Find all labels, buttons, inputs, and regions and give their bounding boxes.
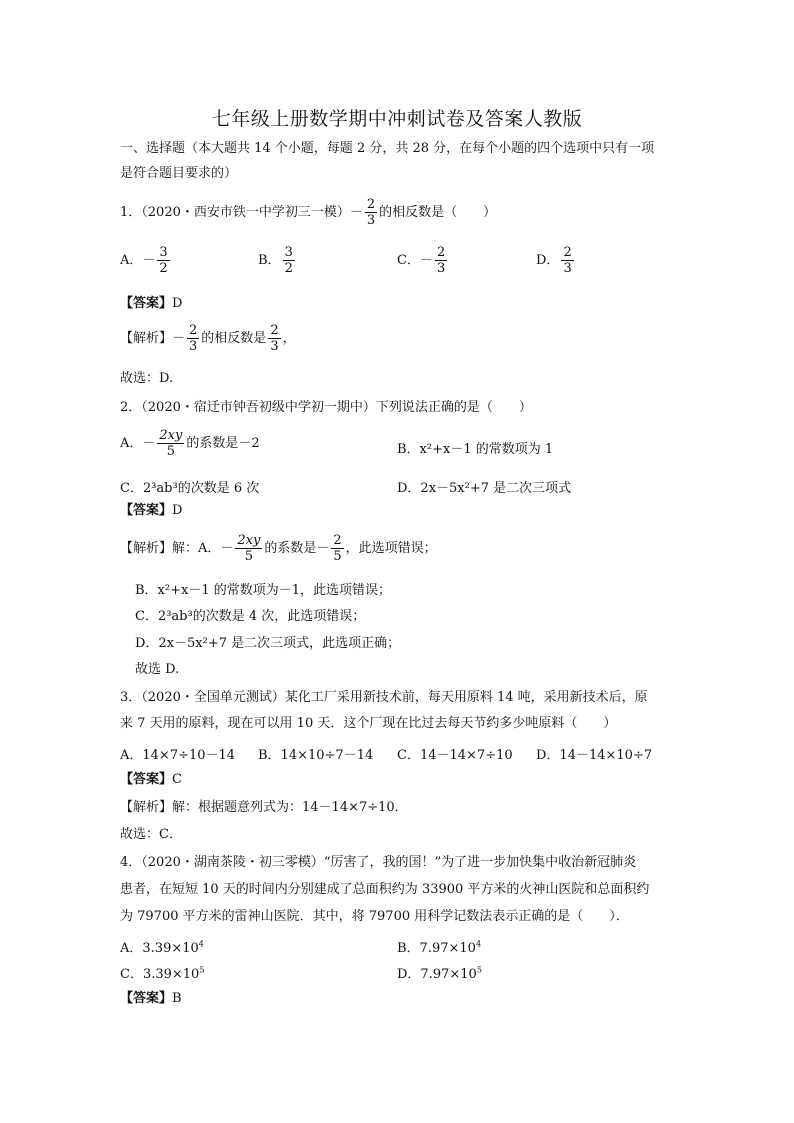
q4-option-a-exp: 4 (198, 939, 204, 949)
q2-analysis (120, 532, 437, 566)
q3-answer-tag: 【答案】 (120, 772, 173, 787)
section-heading-cont: 是符合题目要求的） (120, 166, 238, 181)
q1-stem-suffix: 的相反数是（ ） (379, 205, 497, 220)
q3-stem-line1: 3．（2020・全国单元测试）某化工厂采用新技术前，每天用原料 14 吨，采用新技术后，原 (120, 690, 648, 705)
q2-analysis-mid: 的系数是－ (264, 541, 330, 556)
q1-option-a (120, 245, 172, 276)
q3-answer-value: C (172, 772, 182, 787)
q2-option-a-num: 2xy (159, 428, 183, 443)
section-heading: 一、选择题（本大题共 14 个小题，每题 2 分，共 28 分，在每个小题的四个选项中只有一项 (120, 141, 655, 156)
q1-conclusion: 故选：D. (120, 371, 174, 386)
q4-option-c-exp: 5 (199, 965, 205, 975)
q3-stem-line2: 来 7 天用的原料，现在可以用 10 天．这个厂现在比过去每天节约多少吨原料（ ） (120, 716, 617, 731)
q2-analysis-frac-1 (235, 533, 262, 564)
q4-answer-tag: 【答案】 (120, 991, 173, 1006)
q1-stem-frac-den: 3 (366, 213, 376, 228)
q1-stem-frac-num: 2 (366, 197, 376, 212)
q2-option-a-suffix: 的系数是－2 (186, 436, 260, 451)
q1-analysis-tag: 【解析】－ (120, 331, 186, 346)
q1-option-b (258, 245, 297, 276)
q1-analysis-den-2: 3 (270, 339, 279, 354)
q1-stem-prefix: 1．（2020・西安市铁一中学初三一模）－ (120, 205, 363, 220)
q3-analysis: 【解析】解：根据题意列式为：14－14×7÷10． (120, 800, 408, 815)
q1-analysis-mid: 的相反数是 (201, 331, 267, 346)
q4-option-b (397, 937, 481, 956)
q1-option-c-den: 3 (436, 261, 446, 276)
q1-stem-fraction (365, 197, 377, 228)
q2-analysis-b: B．x²+x－1 的常数项为－1，此选项错误； (135, 583, 391, 598)
q4-answer (120, 991, 182, 1007)
q2-analysis-den-2: 5 (333, 549, 342, 564)
q2-analysis-d: D．2x－5x²+7 是二次三项式，此选项正确； (135, 636, 401, 651)
q1-answer-value: D (172, 296, 183, 311)
q1-answer-tag: 【答案】 (120, 296, 173, 311)
q1-option-a-fraction (157, 245, 169, 276)
q4-option-b-base: B．7.97×10 (397, 941, 476, 956)
q2-option-a-fraction (157, 428, 184, 459)
q2-option-b: B．x²+x－1 的常数项为 1 (397, 442, 554, 457)
q1-analysis-frac-2 (268, 323, 280, 354)
q3-conclusion: 故选：C． (120, 827, 182, 842)
q1-analysis-num-1: 2 (189, 323, 198, 338)
q1-option-b-label: B． (258, 253, 281, 268)
q2-option-a-prefix: A．－ (120, 436, 156, 451)
q1-option-a-label: A．－ (120, 253, 156, 268)
q1-option-b-fraction (283, 245, 295, 276)
q4-option-c-base: C．3.39×10 (120, 967, 200, 982)
q3-option-d: D．14－14×10÷7 (536, 748, 653, 763)
q4-stem-line3: 为 79700 平方米的雷神山医院．其中，将 79700 用科学记数法表示正确的是（ ）． (120, 909, 629, 924)
q1-option-d (536, 245, 576, 276)
q4-option-a (120, 937, 204, 956)
q2-option-d: D．2x－5x²+7 是二次三项式 (397, 481, 572, 496)
q1-stem (120, 196, 496, 230)
q2-analysis-num-2: 2 (333, 533, 342, 548)
q2-analysis-num-1: 2xy (237, 533, 261, 548)
q2-analysis-frac-2 (331, 533, 343, 564)
q4-stem-line2: 患者，在短短 10 天的时间内分别建成了总面积约为 33900 平方米的火神山医院和总面积约 (120, 882, 650, 897)
q4-option-d-base: D．7.97×10 (397, 967, 477, 982)
q4-option-d (397, 963, 482, 982)
q1-answer (120, 296, 182, 312)
q4-option-b-exp: 4 (475, 939, 482, 949)
q1-option-a-den: 2 (159, 261, 168, 276)
q1-option-d-fraction (561, 245, 573, 276)
q2-analysis-end: ，此选项错误； (345, 541, 437, 556)
q4-option-d-exp: 5 (476, 965, 482, 975)
q1-option-d-num: 2 (563, 245, 572, 260)
q1-analysis (120, 322, 296, 356)
q2-option-a-den: 5 (166, 444, 175, 459)
q2-option-a (120, 427, 260, 461)
q3-option-c: C．14－14×7÷10 (397, 748, 513, 763)
q2-analysis-tag: 【解析】解：A．－ (120, 541, 234, 556)
q4-option-a-base: A．3.39×10 (120, 941, 199, 956)
q1-analysis-num-2: 2 (270, 323, 279, 338)
q1-option-a-num: 3 (159, 245, 168, 260)
q1-option-c-label: C．－ (397, 253, 433, 268)
q2-conclusion: 故选 D. (135, 662, 180, 677)
q2-stem: 2．（2020・宿迁市钟吾初级中学初一期中）下列说法正确的是（ ） (120, 400, 532, 415)
q1-option-d-den: 3 (563, 261, 572, 276)
q2-analysis-den-1: 5 (244, 549, 253, 564)
q4-option-c (120, 963, 204, 982)
q1-option-b-den: 2 (284, 261, 293, 276)
q2-answer (120, 503, 182, 519)
q2-option-c: C．2³ab³的次数是 6 次 (120, 481, 260, 496)
q1-analysis-frac-1 (187, 323, 199, 354)
q1-analysis-den-1: 3 (189, 339, 198, 354)
q1-option-c (397, 245, 449, 276)
q1-option-c-fraction (435, 245, 447, 276)
q3-option-a: A．14×7÷10－14 (120, 748, 236, 763)
q2-analysis-c: C．2³ab³的次数是 4 次，此选项错误； (135, 609, 366, 624)
q3-option-b: B．14×10÷7－14 (258, 748, 374, 763)
q1-option-c-num: 2 (436, 245, 446, 260)
q2-answer-value: D (172, 503, 183, 518)
q1-option-b-num: 3 (284, 245, 293, 260)
q4-answer-value: B (172, 991, 182, 1006)
q1-analysis-end: ， (282, 331, 296, 346)
q1-option-d-label: D． (536, 253, 560, 268)
q2-answer-tag: 【答案】 (120, 503, 173, 518)
q3-answer (120, 772, 182, 788)
page-title: 七年级上册数学期中冲刺试卷及答案人教版 (211, 108, 583, 130)
q4-stem-line1: 4．（2020・湖南茶陵・初三零模）“厉害了，我的国！”为了进一步加快集中收治新冠肺炎 (120, 855, 637, 870)
